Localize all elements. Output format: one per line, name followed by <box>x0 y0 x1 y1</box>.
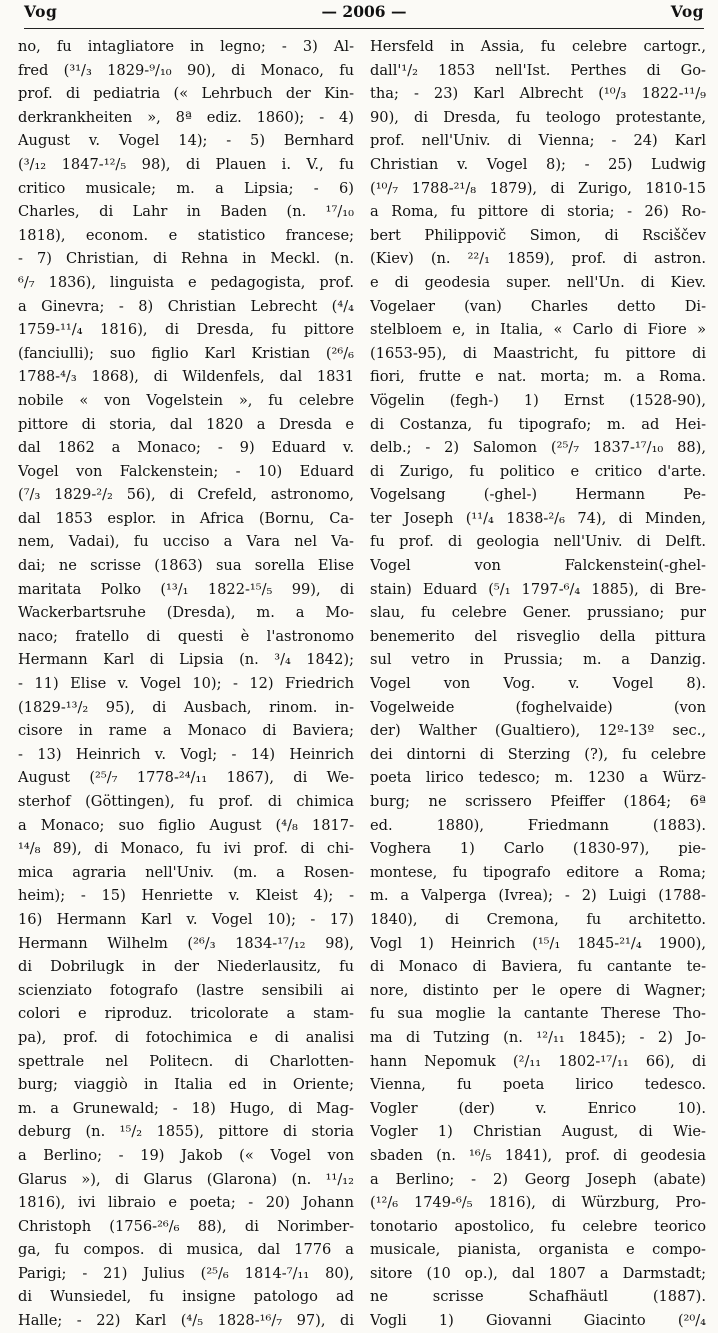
text-line: stain) Eduard (⁵/₁ 1797-⁶/₄ 1885), di Bre- <box>370 580 706 598</box>
text-line: m. a Grunewald; - 18) Hugo, di Mag- <box>18 1099 354 1117</box>
text-line: a Ginevra; - 8) Christian Lebrecht (⁴/₄ <box>18 297 354 315</box>
text-line: August (²⁵/₇ 1778-²⁴/₁₁ 1867), di We- <box>18 769 354 787</box>
text-line: 1759-¹¹/₄ 1816), di Dresda, fu pittore <box>18 321 354 339</box>
text-line: di Dobrilugk in der Niederlausitz, fu <box>18 958 354 976</box>
text-line: Vogel von Falckenstein(-ghel- <box>370 557 706 575</box>
text-line: ter Joseph (¹¹/₄ 1838-²/₆ 74), di Minden, <box>370 509 706 527</box>
text-line: 16) Hermann Karl v. Vogel 10); - 17) <box>18 910 354 928</box>
text-line: derkrankheiten », 8ª ediz. 1860); - 4) <box>18 108 354 126</box>
text-line: e di geodesia super. nell'Un. di Kiev. <box>370 273 706 291</box>
text-line: slau, fu celebre Gener. prussiano; pur <box>370 604 706 622</box>
text-line: August v. Vogel 14); - 5) Bernhard <box>18 132 354 150</box>
text-line: ne scrisse Schafhäutl (1887). <box>370 1288 706 1306</box>
text-line: di Costanza, fu tipografo; m. ad Hei- <box>370 415 706 433</box>
text-line: Vogelaer (van) Charles detto Di- <box>370 297 706 315</box>
text-line: dal 1853 esplor. in Africa (Bornu, Ca- <box>18 509 354 527</box>
text-line: fiori, frutte e nat. morta; m. a Roma. <box>370 368 706 386</box>
text-line: musicale, pianista, organista e compo- <box>370 1241 706 1259</box>
text-line: di Zurigo, fu politico e critico d'arte. <box>370 462 706 480</box>
text-line: dall'¹/₂ 1853 nell'Ist. Perthes di Go- <box>370 61 706 79</box>
text-line: - 7) Christian, di Rehna in Meckl. (n. <box>18 250 354 268</box>
text-line: Parigi; - 21) Julius (²⁵/₆ 1814-⁷/₁₁ 80), <box>18 1264 354 1282</box>
text-line: hann Nepomuk (²/₁₁ 1802-¹⁷/₁₁ 66), di <box>370 1052 706 1070</box>
text-line: Vogler (der) v. Enrico 10). <box>370 1099 706 1117</box>
text-line: maritata Polko (¹³/₁ 1822-¹⁵/₅ 99), di <box>18 580 354 598</box>
text-line: der) Walther (Gualtiero), 12º-13º sec., <box>370 722 706 740</box>
text-line: Hermann Karl di Lipsia (n. ³/₄ 1842); <box>18 651 354 669</box>
text-line: tha; - 23) Karl Albrecht (¹⁰/₃ 1822-¹¹/₉ <box>370 85 706 103</box>
header-right-guideword: Vog <box>670 2 704 21</box>
right-column <box>370 35 706 1333</box>
text-line: bert Philippovič Simon, di Rsciščev <box>370 226 706 244</box>
text-line: Vogli 1) Giovanni Giacinto (²⁰/₄ <box>370 1312 706 1330</box>
text-columns <box>18 35 706 1333</box>
text-line: sbaden (n. ¹⁶/₅ 1841), prof. di geodesia <box>370 1146 706 1164</box>
text-line: sul vetro in Prussia; m. a Danzig. <box>370 651 706 669</box>
text-line: montese, fu tipografo editore a Roma; <box>370 863 706 881</box>
text-line: ¹⁴/₈ 89), di Monaco, fu ivi prof. di chi- <box>18 840 354 858</box>
text-line: fred (³¹/₃ 1829-⁹/₁₀ 90), di Monaco, fu <box>18 61 354 79</box>
text-line: (³/₁₂ 1847-¹²/₅ 98), di Plauen i. V., fu <box>18 155 354 173</box>
text-line: a Monaco; suo figlio August (⁴/₈ 1817- <box>18 816 354 834</box>
text-line: Christoph (1756-²⁶/₆ 88), di Norimber- <box>18 1217 354 1235</box>
text-line: Charles, di Lahr in Baden (n. ¹⁷/₁₀ <box>18 203 354 221</box>
text-line: ⁶/₇ 1836), linguista e pedagogista, prof. <box>18 273 354 291</box>
page-number: — 2006 — <box>321 2 407 21</box>
text-line: a Berlino; - 2) Georg Joseph (abate) <box>370 1170 706 1188</box>
text-line: poeta lirico tedesco; m. 1230 a Würz- <box>370 769 706 787</box>
text-line: m. a Valperga (Ivrea); - 2) Luigi (1788- <box>370 887 706 905</box>
text-line: nem, Vadai), fu ucciso a Vara nel Va- <box>18 533 354 551</box>
text-line: Vogel von Falckenstein; - 10) Eduard <box>18 462 354 480</box>
text-line: sterhof (Göttingen), fu prof. di chimica <box>18 793 354 810</box>
text-line: Vienna, fu poeta lirico tedesco. <box>370 1076 706 1094</box>
text-line: nore, distinto per le opere di Wagner; <box>370 981 706 999</box>
text-line: delb.; - 2) Salomon (²⁵/₇ 1837-¹⁷/₁₀ 88), <box>370 439 706 457</box>
text-line: (¹⁰/₇ 1788-²¹/₈ 1879), di Zurigo, 1810-15 <box>370 179 706 197</box>
text-line: ga, fu compos. di musica, dal 1776 a <box>18 1241 354 1259</box>
text-line: Wackerbartsruhe (Dresda), m. a Mo- <box>18 604 354 622</box>
text-line: Vogler 1) Christian August, di Wie- <box>370 1123 706 1141</box>
text-line: pa), prof. di fotochimica e di analisi <box>18 1028 354 1046</box>
text-line: nobile « von Vogelstein », fu celebre <box>18 391 354 409</box>
text-line: stelbloem e, in Italia, « Carlo di Fiore » <box>370 321 706 339</box>
text-line: (Kiev) (n. ²²/₁ 1859), prof. di astron. <box>370 250 706 268</box>
text-line: no, fu intagliatore in legno; - 3) Al- <box>18 38 354 55</box>
text-line: fu prof. di geologia nell'Univ. di Delft. <box>370 533 706 551</box>
text-line: a Roma, fu pittore di storia; - 26) Ro- <box>370 203 706 221</box>
text-line: dai; ne scrisse (1863) sua sorella Elise <box>18 557 354 575</box>
text-line: Glarus »), di Glarus (Glarona) (n. ¹¹/₁₂ <box>18 1170 354 1188</box>
text-line: (1829-¹³/₂ 95), di Ausbach, rinom. in- <box>18 698 354 716</box>
text-line: pittore di storia, dal 1820 a Dresda e <box>18 415 354 433</box>
text-line: - 11) Elise v. Vogel 10); - 12) Friedrich <box>18 675 354 693</box>
text-line: 1788-⁴/₃ 1868), di Wildenfels, dal 1831 <box>18 368 354 386</box>
text-line: ma di Tutzing (n. ¹²/₁₁ 1845); - 2) Jo- <box>370 1028 706 1046</box>
text-line: Christian v. Vogel 8); - 25) Ludwig <box>370 155 706 173</box>
text-line: 1816), ivi libraio e poeta; - 20) Johann <box>18 1194 354 1212</box>
text-line: tonotario apostolico, fu celebre teorico <box>370 1217 706 1235</box>
text-line: 1818), econom. e statistico francese; <box>18 226 354 244</box>
text-line: spettrale nel Politecn. di Charlotten- <box>18 1052 354 1070</box>
text-line: Hermann Wilhelm (²⁶/₃ 1834-¹⁷/₁₂ 98), <box>18 934 354 952</box>
text-line: benemerito del risveglio della pittura <box>370 627 706 645</box>
header-left-guideword: Vog <box>24 2 58 21</box>
text-line: Vogl 1) Heinrich (¹⁵/₁ 1845-²¹/₄ 1900), <box>370 934 706 952</box>
text-line: Voghera 1) Carlo (1830-97), pie- <box>370 840 706 858</box>
page-header <box>24 2 704 29</box>
text-line: critico musicale; m. a Lipsia; - 6) <box>18 179 354 197</box>
text-line: a Berlino; - 19) Jakob (« Vogel von <box>18 1146 354 1164</box>
text-line: - 13) Heinrich v. Vogl; - 14) Heinrich <box>18 745 354 763</box>
text-line: naco; fratello di questi è l'astronomo <box>18 627 354 645</box>
text-line: Vogelweide (foghelvaide) (von <box>370 698 706 716</box>
text-line: Vogelsang (-ghel-) Hermann Pe- <box>370 486 706 504</box>
text-line: cisore in rame a Monaco di Baviera; <box>18 722 354 740</box>
text-line: Vogel von Vog. v. Vogel 8). <box>370 675 706 693</box>
left-column <box>18 35 354 1333</box>
text-line: ed. 1880), Friedmann (1883). <box>370 816 706 834</box>
text-line: (1653-95), di Maastricht, fu pittore di <box>370 344 706 362</box>
text-line: heim); - 15) Henriette v. Kleist 4); - <box>18 887 354 905</box>
text-line: Halle; - 22) Karl (⁴/₅ 1828-¹⁶/₇ 97), di <box>18 1312 354 1330</box>
text-line: colori e riproduz. tricolorate a stam- <box>18 1005 354 1023</box>
text-line: sitore (10 op.), dal 1807 a Darmstadt; <box>370 1264 706 1282</box>
text-line: 1840), di Cremona, fu architetto. <box>370 910 706 928</box>
text-line: Vögelin (fegh-) 1) Ernst (1528-90), <box>370 391 706 409</box>
text-line: burg; ne scrissero Pfeiffer (1864; 6ª <box>370 793 706 810</box>
text-line: (¹²/₆ 1749-⁶/₅ 1816), di Würzburg, Pro- <box>370 1194 706 1212</box>
text-line: dei dintorni di Sterzing (?), fu celebre <box>370 745 706 763</box>
text-line: prof. di pediatria (« Lehrbuch der Kin- <box>18 85 354 103</box>
text-line: (⁷/₃ 1829-²/₂ 56), di Crefeld, astronomo, <box>18 486 354 504</box>
text-line: di Wunsiedel, fu insigne patologo ad <box>18 1288 354 1306</box>
text-line: Hersfeld in Assia, fu celebre cartogr., <box>370 38 706 55</box>
text-line: burg; viaggiò in Italia ed in Oriente; <box>18 1076 354 1094</box>
text-line: mica agraria nell'Univ. (m. a Rosen- <box>18 863 354 881</box>
text-line: (fanciulli); suo figlio Karl Kristian (²⁶/₆ <box>18 344 354 362</box>
text-line: di Monaco di Baviera, fu cantante te- <box>370 958 706 976</box>
text-line: scienziato fotografo (lastre sensibili ai <box>18 981 354 999</box>
text-line: deburg (n. ¹⁵/₂ 1855), pittore di storia <box>18 1123 354 1141</box>
text-line: fu sua moglie la cantante Therese Tho- <box>370 1005 706 1023</box>
text-line: 90), di Dresda, fu teologo protestante, <box>370 108 706 126</box>
text-line: dal 1862 a Monaco; - 9) Eduard v. <box>18 439 354 457</box>
text-line: prof. nell'Univ. di Vienna; - 24) Karl <box>370 132 706 150</box>
